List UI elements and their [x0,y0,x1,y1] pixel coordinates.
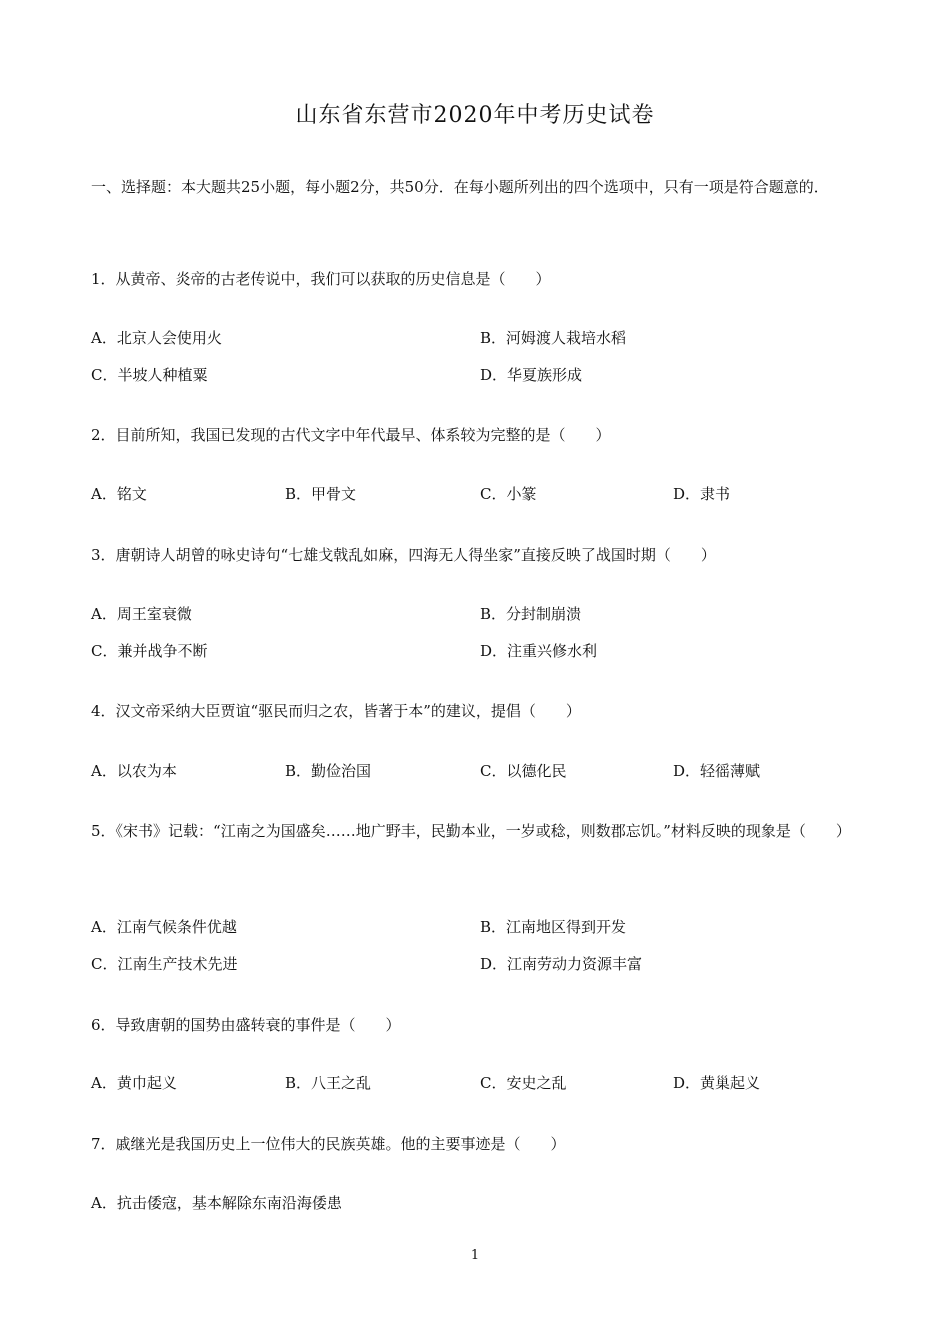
question-7-stem: 7．戚继光是我国历史上一位伟大的民族英雄。他的主要事迹是（ ） [91,1135,566,1153]
option-1c: C．半坡人种植粟 [91,366,208,384]
option-1b: B．河姆渡人栽培水稻 [480,329,627,347]
question-2-stem: 2．目前所知，我国已发现的古代文字中年代最早、体系较为完整的是（ ） [91,426,611,444]
option-4d: D．轻徭薄赋 [673,762,761,780]
question-5-stem: 5．《宋书》记载：“江南之为国盛矣……地广野丰，民勤本业，一岁或稔，则数郡忘饥。”材料反映的现象是（ ） [91,822,851,840]
option-5b: B．江南地区得到开发 [480,918,627,936]
option-1d: D．华夏族形成 [480,366,583,384]
option-6c: C．安史之乱 [480,1074,567,1092]
option-1a: A．北京人会使用火 [91,329,222,347]
option-2d: D．隶书 [673,485,731,503]
option-4c: C．以德化民 [480,762,567,780]
question-1-stem: 1．从黄帝、炎帝的古老传说中，我们可以获取的历史信息是（ ） [91,270,551,288]
question-4-stem: 4．汉文帝采纳大臣贾谊“驱民而归之农，皆著于本”的建议，提倡（ ） [91,702,581,720]
option-6a: A．黄巾起义 [91,1074,177,1092]
option-6b: B．八王之乱 [285,1074,372,1092]
option-3a: A．周王室衰微 [91,605,192,623]
option-3c: C．兼并战争不断 [91,642,208,660]
option-3b: B．分封制崩溃 [480,605,582,623]
option-5d: D．江南劳动力资源丰富 [480,955,643,973]
option-6d: D．黄巢起义 [673,1074,761,1092]
question-6-stem: 6．导致唐朝的国势由盛转衰的事件是（ ） [91,1016,401,1034]
option-5c: C．江南生产技术先进 [91,955,238,973]
option-2c: C．小篆 [480,485,537,503]
option-4b: B．勤俭治国 [285,762,372,780]
option-2b: B．甲骨文 [285,485,357,503]
option-2a: A．铭文 [91,485,147,503]
option-4a: A．以农为本 [91,762,177,780]
page-number: 1 [470,1248,480,1263]
option-7a: A．抗击倭寇，基本解除东南沿海倭患 [91,1194,342,1212]
option-5a: A．江南气候条件优越 [91,918,237,936]
section-instructions: 一、选择题：本大题共25小题，每小题2分，共50分．在每小题所列出的四个选项中，只有一项是符合题意的． [91,178,829,196]
page-title: 山东省东营市2020年中考历史试卷 [295,103,655,128]
option-3d: D．注重兴修水利 [480,642,598,660]
question-3-stem: 3．唐朝诗人胡曾的咏史诗句“七雄戈戟乱如麻，四海无人得坐家”直接反映了战国时期（ ） [91,546,716,564]
